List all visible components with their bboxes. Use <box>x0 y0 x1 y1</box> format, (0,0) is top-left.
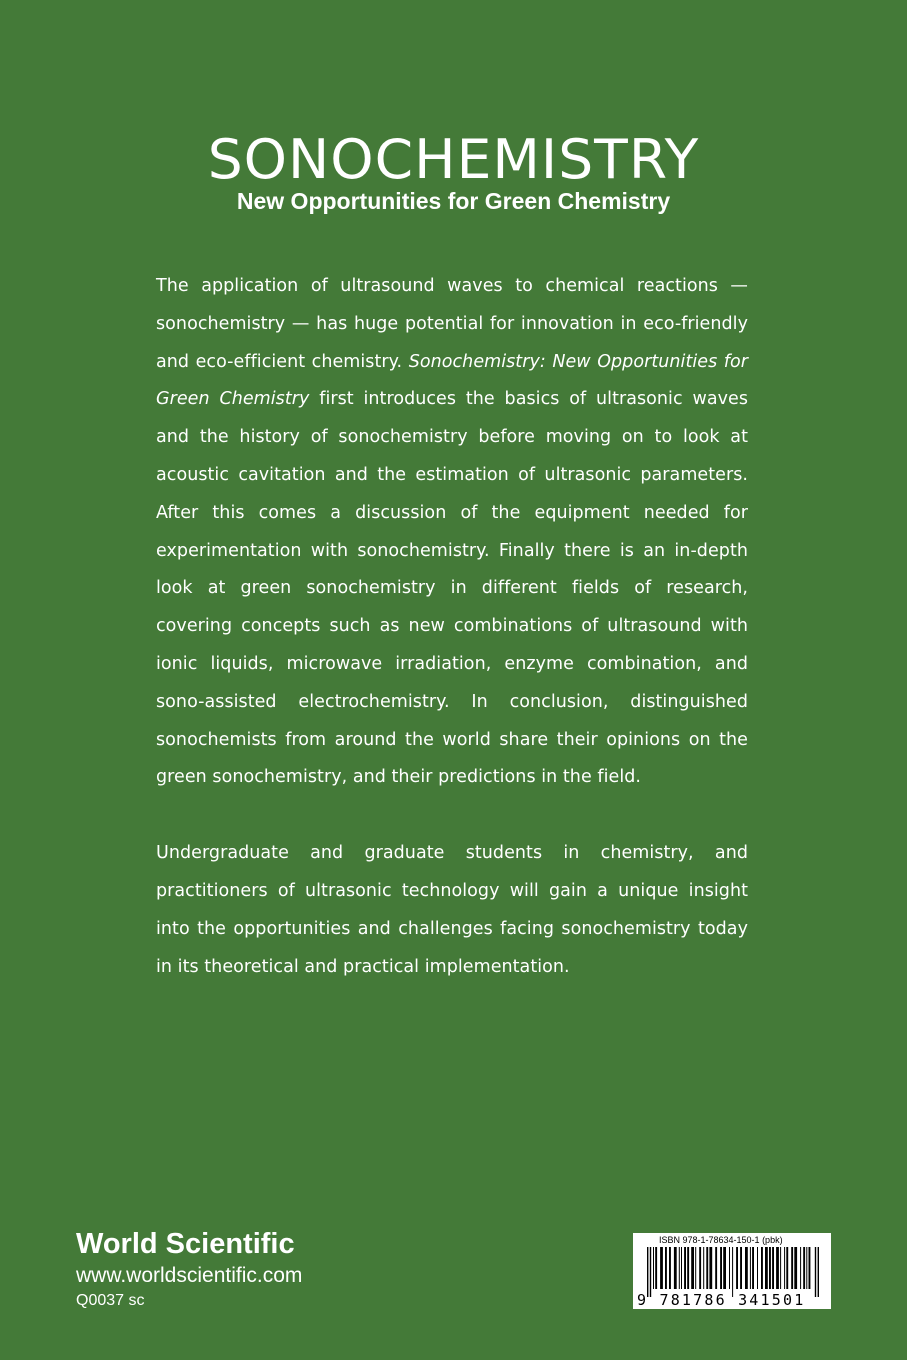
barcode-bar <box>723 1247 726 1289</box>
publisher-name: World Scientific <box>76 1228 295 1260</box>
book-subtitle: New Opportunities for Green Chemistry <box>236 188 671 214</box>
barcode-bar <box>786 1247 788 1289</box>
barcode-bar <box>695 1247 696 1289</box>
barcode-bar <box>818 1247 819 1297</box>
barcode-bar <box>769 1247 771 1289</box>
barcode-bar <box>784 1247 785 1289</box>
barcode-bar <box>729 1247 730 1289</box>
description-p1-end: first introduces the basics of ultrasonic waves and the history of sonochemistry before moving on to look at acoustic cavitation and the estimation of ultrasonic parameters. After this comes a discussion of the equipment needed for experimentation with sonochemistry. Finally there is an in-depth look at green sonochemistry in different fields of research, covering concepts such as new combinations of ultrasound with ionic liquids, microwave irradiation, enzyme combination, and sono-assisted electrochemistry. In conclusion, distinguished sonochemists from around the world share their opinions on the green sonochemistry, and their predictions in the field. <box>156 389 748 788</box>
barcode-bar <box>679 1247 680 1289</box>
barcode-bar <box>669 1247 671 1289</box>
barcode-bar <box>800 1247 801 1289</box>
barcode-bar <box>691 1247 694 1289</box>
barcode-bar <box>750 1247 751 1289</box>
barcode-bar <box>745 1247 748 1289</box>
barcode-bar <box>809 1247 811 1289</box>
barcode-digits: 9 781786 341501 <box>637 1291 806 1309</box>
book-title: SONOCHEMISTRY <box>207 128 700 191</box>
barcode-bar <box>780 1247 781 1289</box>
barcode-bar <box>650 1247 651 1297</box>
barcode-bar <box>761 1247 763 1289</box>
isbn-label: ISBN 978-1-78634-150-1 (pbk) <box>659 1235 783 1245</box>
barcode-bar <box>665 1247 667 1289</box>
barcode-bar <box>653 1247 654 1289</box>
barcode-bar <box>794 1247 797 1289</box>
barcode-bar <box>715 1247 717 1289</box>
barcode-bar <box>776 1247 779 1289</box>
barcode-bar <box>757 1247 758 1289</box>
barcode-bar <box>752 1247 754 1289</box>
barcode-bar <box>660 1247 663 1289</box>
barcode-bar <box>687 1247 689 1289</box>
barcode-bar <box>815 1247 816 1297</box>
description-text <box>156 268 748 986</box>
description-p1-start: The application of ultrasound waves to chemical reactions — sonochemistry — has huge potential for innovation in eco-friendly and eco-efficient chemistry. <box>156 276 748 372</box>
barcode-bar <box>684 1247 686 1289</box>
barcode-bar <box>736 1247 738 1289</box>
barcode-bar <box>674 1247 677 1289</box>
barcode-bar <box>703 1247 704 1289</box>
barcode-bar <box>740 1247 742 1289</box>
barcode-bar <box>772 1247 774 1289</box>
publisher-website[interactable]: www.worldscientific.com <box>76 1264 303 1287</box>
barcode-bar <box>647 1247 648 1297</box>
description-paragraph-1 <box>156 268 748 797</box>
barcode-bar <box>706 1247 708 1289</box>
description-p1-book-title: Sonochemistry: New Opportunities for Green Chemistry <box>156 351 748 410</box>
barcode-bar <box>699 1247 701 1289</box>
description-paragraph-2: Undergraduate and graduate students in chemistry, and practitioners of ultrasonic technology will gain a unique insight into the opportunities and challenges facing sonochemistry today in its theoretical and practical implementation. <box>156 843 748 977</box>
barcode-bar <box>803 1247 805 1289</box>
barcode-bar <box>791 1247 793 1289</box>
barcode-bar <box>681 1247 682 1289</box>
product-code: Q0037 sc <box>76 1292 145 1309</box>
barcode-bar <box>709 1247 712 1289</box>
barcode-bar <box>806 1247 807 1289</box>
barcode-bar <box>720 1247 722 1289</box>
isbn-barcode <box>633 1233 831 1309</box>
barcode-bar <box>655 1247 657 1289</box>
barcode-bar <box>732 1247 733 1297</box>
barcode-bar <box>765 1247 768 1289</box>
